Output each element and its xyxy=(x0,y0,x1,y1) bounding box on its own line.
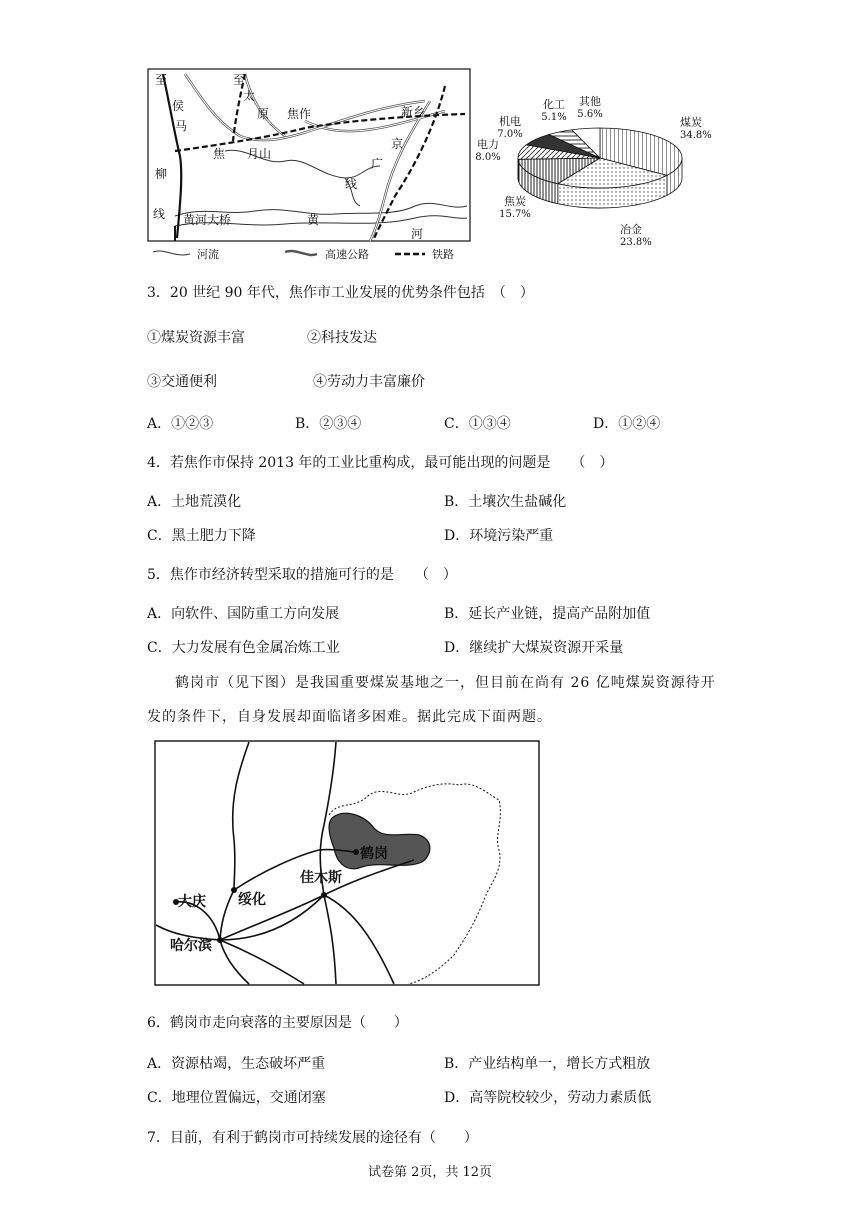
pie-label-2: 焦炭 xyxy=(504,195,526,208)
q5-option-d[interactable]: D．继续扩大煤炭资源开采量 xyxy=(444,640,624,656)
pie-value-2: 15.7% xyxy=(499,209,531,220)
q3-item-2: ②科技发达 xyxy=(307,330,377,346)
q3-option-d[interactable]: D．①②④ xyxy=(593,416,661,432)
pie-slices xyxy=(518,128,682,208)
label-xian: 线 xyxy=(345,177,358,191)
q4-stem: 4．若焦作市保持 2013 年的工业比重构成，最可能出现的问题是 （ ） xyxy=(147,455,614,471)
label-jing: 京 xyxy=(391,137,404,151)
q4-option-c[interactable]: C．黑土肥力下降 xyxy=(147,528,256,544)
pie-label-5: 化工 xyxy=(543,98,565,111)
label-jiao: 焦 xyxy=(213,147,226,161)
legend-highway: 高速公路 xyxy=(325,248,369,261)
label-tai: 太 xyxy=(243,89,256,103)
label-jiaozuo: 焦作 xyxy=(287,107,312,121)
map-legend xyxy=(153,247,454,261)
legend-river: 河流 xyxy=(197,248,219,261)
label-houma-1: 侯 xyxy=(172,99,185,113)
label-guang: 广 xyxy=(371,157,384,171)
q5-option-c[interactable]: C．大力发展有色金属冶炼工业 xyxy=(147,640,340,656)
label-harbin: 哈尔滨 xyxy=(170,938,212,954)
q6-stem: 6．鹤岗市走向衰落的主要原因是（ ） xyxy=(147,1015,408,1031)
page-footer: 试卷第 2页，共 12页 xyxy=(367,1165,493,1180)
label-suihua: 绥化 xyxy=(238,892,266,908)
label-houma-2: 马 xyxy=(175,119,188,133)
q5-option-b[interactable]: B．延长产业链，提高产品附加值 xyxy=(444,606,651,622)
q4-option-a[interactable]: A．土地荒漠化 xyxy=(147,494,242,510)
pie-label-3: 电力 xyxy=(477,138,499,151)
hegang-dot xyxy=(353,849,359,855)
label-liu: 柳 xyxy=(155,167,168,181)
q3-item-4: ④劳动力丰富廉价 xyxy=(313,374,425,390)
q7-stem: 7．目前，有利于鹤岗市可持续发展的途径有（ ） xyxy=(147,1130,478,1146)
q4-option-b[interactable]: B．土壤次生盐碱化 xyxy=(444,494,567,510)
pie-label-6: 其他 xyxy=(579,95,601,108)
industry-pie-chart xyxy=(470,90,715,245)
label-he: 河 xyxy=(411,227,424,241)
pie-value-0: 34.8% xyxy=(680,130,712,141)
pie-value-5: 5.1% xyxy=(541,112,567,123)
pie-label-0: 煤炭 xyxy=(680,116,702,129)
q6-option-a[interactable]: A．资源枯竭，生态破坏严重 xyxy=(147,1056,326,1072)
label-yueshan: 月山 xyxy=(247,147,272,161)
intro-line-2: 发的条件下，自身发展却面临诸多困难。据此完成下面两题。 xyxy=(147,709,552,725)
label-bridge: 黄河大桥 xyxy=(183,213,232,227)
q6-option-d[interactable]: D．高等院校较少，劳动力素质低 xyxy=(444,1090,652,1106)
label-yuan: 原 xyxy=(257,107,270,121)
q6-option-c[interactable]: C．地理位置偏远，交通闭塞 xyxy=(147,1090,326,1106)
label-zhi1: 至 xyxy=(155,73,168,87)
q3-item-3: ③交通便利 xyxy=(147,374,217,390)
q3-option-b[interactable]: B．②③④ xyxy=(295,416,362,432)
q3-item-1: ①煤炭资源丰富 xyxy=(147,330,245,346)
label-daqing: 大庆 xyxy=(178,894,206,910)
label-xinxiang: 新乡 xyxy=(401,105,426,119)
pie-value-3: 8.0% xyxy=(475,152,501,163)
label-zhi2: 至 xyxy=(233,73,246,87)
jiamusi-dot xyxy=(321,892,327,898)
legend-railway: 铁路 xyxy=(432,248,454,261)
intro-line-1: 鹤岗市（见下图）是我国重要煤炭基地之一，但目前在尚有 26 亿吨煤炭资源待开 xyxy=(175,675,716,691)
suihua-dot xyxy=(231,887,237,893)
pie-label-4: 机电 xyxy=(499,115,521,128)
jiaozuo-map xyxy=(145,66,475,266)
hegang-map xyxy=(154,740,540,986)
q3-option-c[interactable]: C．①③④ xyxy=(444,416,511,432)
q5-option-a[interactable]: A．向软件、国防重工方向发展 xyxy=(147,606,340,622)
q3-option-a[interactable]: A．①②③ xyxy=(147,416,214,432)
pie-label-1: 冶金 xyxy=(620,223,642,236)
q5-stem: 5．焦作市经济转型采取的措施可行的是 （ ） xyxy=(147,567,457,583)
pie-value-1: 23.8% xyxy=(620,237,652,245)
label-huang: 黄 xyxy=(307,213,320,227)
q4-option-d[interactable]: D．环境污染严重 xyxy=(444,528,554,544)
label-xian2: 线 xyxy=(153,207,166,221)
harbin-dot xyxy=(217,937,223,943)
label-jiamusi: 佳木斯 xyxy=(300,870,342,886)
pie-value-4: 7.0% xyxy=(497,129,523,140)
label-hegang: 鹤岗 xyxy=(360,846,388,862)
pie-value-6: 5.6% xyxy=(577,109,603,120)
q6-option-b[interactable]: B．产业结构单一，增长方式粗放 xyxy=(444,1056,651,1072)
q3-stem: 3．20 世纪 90 年代，焦作市工业发展的优势条件包括 （ ） xyxy=(147,285,534,301)
